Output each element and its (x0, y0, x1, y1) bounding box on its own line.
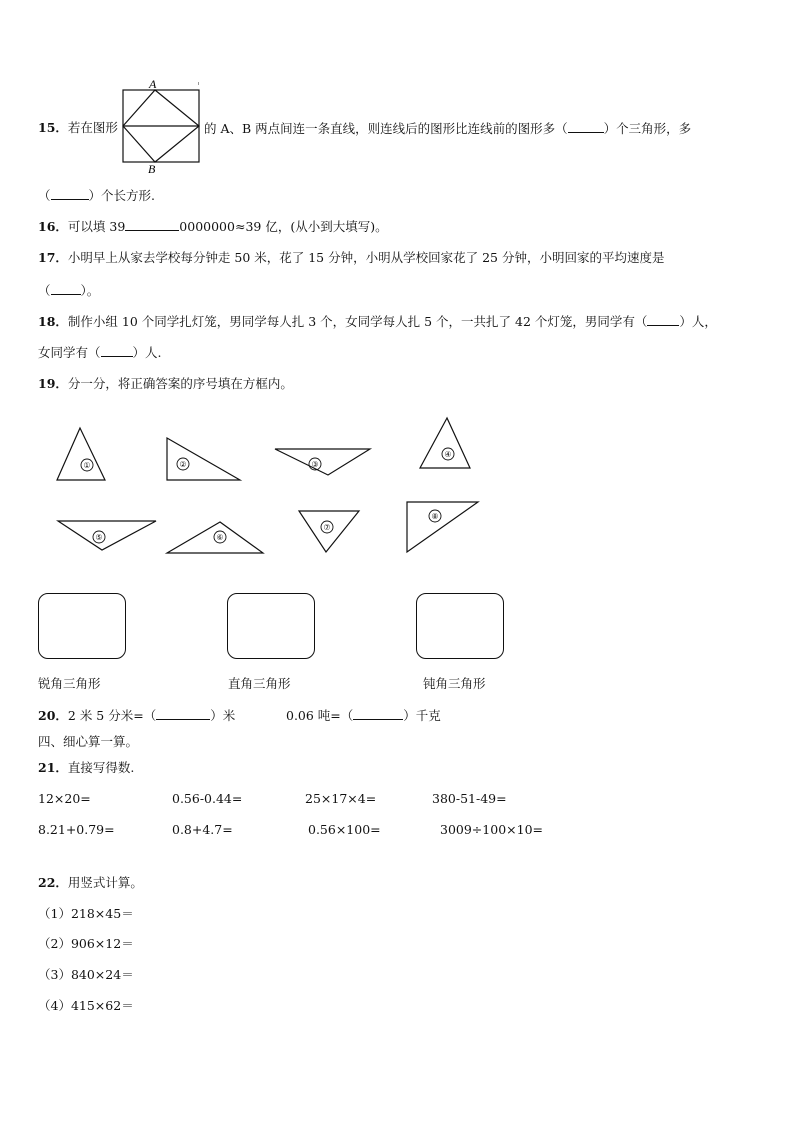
q17-line2 (38, 282, 99, 299)
q20-a-post: ）米 (210, 708, 236, 723)
q22-text: 用竖式计算。 (67, 875, 143, 890)
q18-text-end: ）人， (679, 314, 717, 329)
q18-line2 (38, 344, 162, 361)
q15-label-b: B (148, 162, 156, 174)
q18-text: 制作小组 10 个同学扎灯笼，男同学每人扎 3 个，女同学每人扎 5 个，一共扎了 42 个灯笼，男同学有（ (67, 314, 648, 329)
q16-text-pre: 可以填 39 (67, 219, 126, 234)
q21-r1c1: 12×20= (38, 791, 91, 806)
triangle-1 (57, 428, 105, 480)
q19-text: 分一分，将正确答案的序号填在方框内。 (67, 376, 293, 391)
q18-line2-pre: 女同学有（ (38, 345, 101, 360)
triangle-label-6: ⑥ (216, 533, 224, 542)
q22-item-4: （4）415×62＝ (38, 998, 134, 1013)
q18-line2-post: ）人. (132, 345, 162, 360)
q18-blank-2[interactable] (101, 344, 133, 357)
triangle-label-4: ④ (444, 450, 452, 459)
q21-r2c3: 0.56×100= (308, 822, 381, 837)
q20-number: 20． (38, 708, 68, 723)
q21-r2c4: 3009÷100×10= (440, 822, 543, 837)
q20-b-pre: 0.06 吨=（ (286, 708, 354, 723)
q18-line1 (38, 313, 717, 330)
triangle-2 (167, 438, 240, 480)
q22-number: 22． (38, 875, 68, 890)
q19-title (38, 376, 293, 392)
q17-text: 小明早上从家去学校每分钟走 50 米，花了 15 分钟，小明从学校回家花了 25 分钟，小明回家的平均速度是 (67, 250, 665, 265)
q15-line2 (38, 187, 155, 204)
q20-blank-1[interactable] (156, 707, 210, 720)
triangle-4 (420, 418, 470, 468)
q19-number: 19． (38, 376, 68, 391)
q15-line2-pre: （ (38, 188, 51, 203)
q20-a (38, 707, 235, 724)
q21-title (38, 760, 134, 776)
q21-r2c1: 8.21+0.79= (38, 822, 115, 837)
q15-line1-cont (204, 120, 691, 137)
q15-figure (118, 78, 204, 174)
q17-line2-post: ）。 (80, 283, 100, 298)
q20-a-pre: 2 米 5 分米=（ (67, 708, 157, 723)
q17-line2-pre: （ (38, 283, 51, 298)
q15-text-mid: ）个三角形，多 (603, 121, 692, 136)
scan-mark (198, 82, 199, 85)
triangle-label-5: ⑤ (95, 533, 103, 542)
q15-blank-1[interactable] (568, 120, 604, 133)
triangle-label-8: ⑧ (431, 512, 439, 521)
q21-r1c4: 380-51-49= (432, 791, 507, 806)
q22-item-1: （1）218×45＝ (38, 906, 134, 921)
q21-text: 直接写得数. (67, 760, 135, 775)
answer-box-obtuse[interactable] (416, 593, 504, 659)
q15-blank-2[interactable] (51, 187, 89, 200)
q15-line1 (38, 120, 118, 136)
triangle-label-7: ⑦ (323, 523, 331, 532)
answer-box-right[interactable] (227, 593, 315, 659)
q16-text-post: 0000000≈39 亿，(从小到大填写)。 (179, 219, 388, 234)
q17-number: 17． (38, 250, 68, 265)
q15-text-post: 的 A、B 两点间连一条直线，则连线后的图形比连线前的图形多（ (204, 121, 568, 136)
triangle-label-1: ① (83, 461, 91, 470)
category-acute: 锐角三角形 (38, 676, 101, 691)
triangle-3 (275, 449, 370, 475)
q21-number: 21． (38, 760, 68, 775)
q15-label-a: A (149, 78, 157, 91)
triangle-6 (167, 522, 263, 553)
q22-title (38, 875, 143, 891)
q17-blank[interactable] (51, 282, 81, 295)
section-heading: 四、细心算一算。 (38, 734, 139, 749)
q19-triangles (40, 410, 500, 560)
category-obtuse: 钝角三角形 (423, 676, 486, 691)
q20-b-post: ）千克 (403, 708, 441, 723)
q18-blank-1[interactable] (647, 313, 679, 326)
q22-item-3: （3）840×24＝ (38, 967, 134, 982)
answer-box-acute[interactable] (38, 593, 126, 659)
q21-r1c2: 0.56-0.44= (172, 791, 243, 806)
q20-blank-2[interactable] (353, 707, 403, 720)
q17-line1 (38, 250, 664, 266)
q22-item-2: （2）906×12＝ (38, 936, 134, 951)
category-right: 直角三角形 (228, 676, 291, 691)
q18-number: 18． (38, 314, 68, 329)
q20-b (286, 707, 441, 724)
q15-line2-post: ）个长方形. (88, 188, 155, 203)
q21-r1c3: 25×17×4= (305, 791, 377, 806)
q16-number: 16． (38, 219, 68, 234)
q16 (38, 218, 388, 235)
triangle-label-2: ② (179, 460, 187, 469)
q15-text-pre: 若在图形 (67, 120, 118, 135)
q15-number: 15． (38, 120, 68, 135)
q21-r2c2: 0.8+4.7= (172, 822, 233, 837)
q16-blank[interactable] (125, 218, 179, 231)
triangle-8 (407, 502, 478, 552)
triangle-label-3: ③ (311, 460, 319, 469)
triangle-5 (58, 521, 156, 550)
